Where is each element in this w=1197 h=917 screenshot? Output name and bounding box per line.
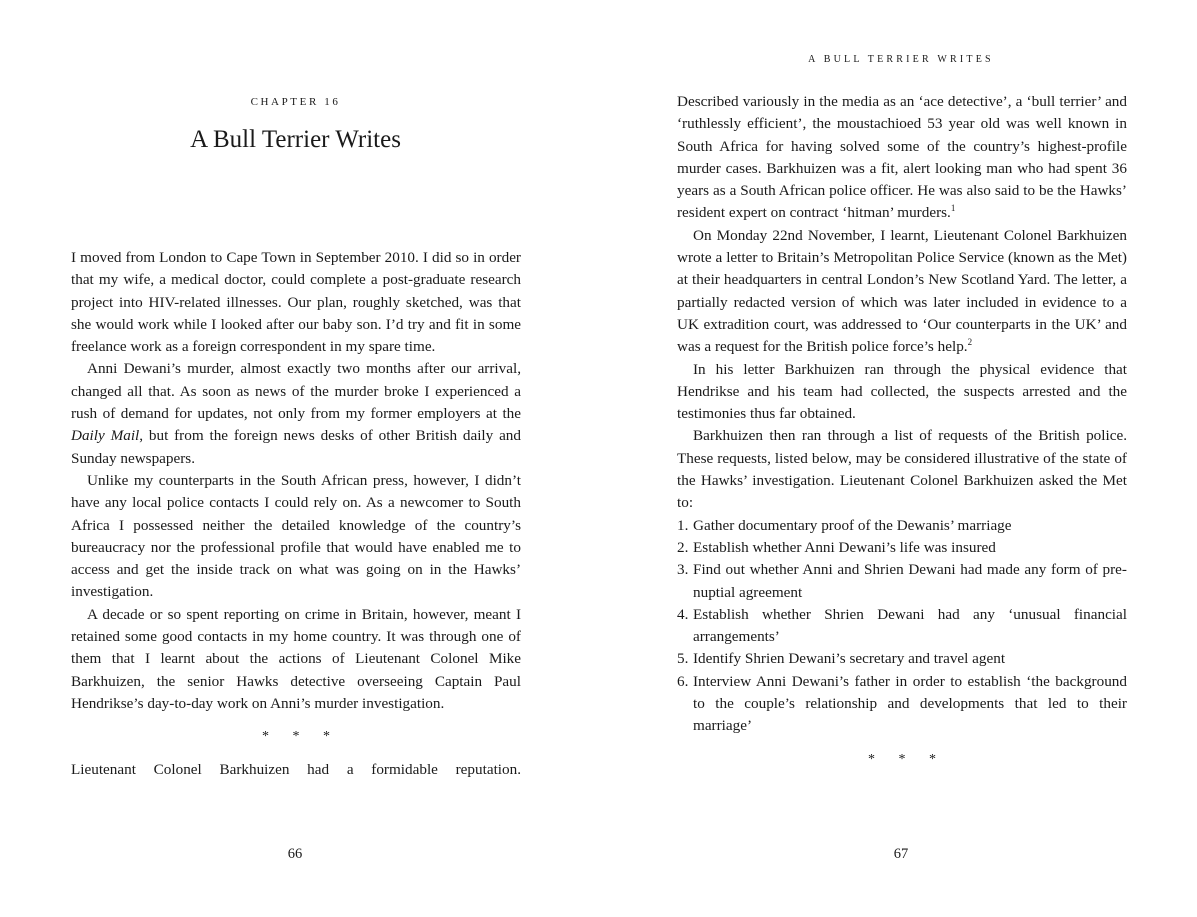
paragraph: Barkhuizen then ran through a list of requests of the British police. These requests, listed below, may be considered illustrative of the state of the Hawks’ investigation. Lieutenant Colonel Barkhuizen asked the Met to: <box>677 427 1127 512</box>
list-item <box>677 671 1127 738</box>
paragraph-text: On Monday 22nd November, I learnt, Lieutenant Colonel Barkhuizen wrote a letter to Britain’s Metropolitan Police Service (known as the Met) at their headquarters in central London’s New Scotland Yard. The letter, a partially redacted version of which was later included in evidence to a UK extradition court, was addressed to ‘Our counterparts in the UK’ and was a request for the British police force’s help. <box>677 226 1127 356</box>
list-item <box>677 604 1127 649</box>
chapter-title: A Bull Terrier Writes <box>190 126 401 153</box>
footnote-marker: 1 <box>950 203 956 214</box>
list-item-text: Gather documentary proof of the Dewanis’ marriage <box>693 516 1012 534</box>
running-head: A BULL TERRIER WRITES <box>808 54 994 65</box>
list-item-text: Establish whether Shrien Dewani had any ‘unusual financial arrangements’ <box>693 605 1127 646</box>
paragraph: Unlike my counterparts in the South African press, however, I didn’t have any local police contacts I could rely on. As a newcomer to South Africa I possessed neither the detailed knowledge of the country’s bureaucracy nor the professional profile that would have enabled me to access and get the inside track on what was going on in the Hawks’ investigation. <box>71 471 521 601</box>
list-number: 5. <box>677 650 689 668</box>
footnote-marker: 2 <box>967 337 973 348</box>
list-item <box>677 559 1127 604</box>
list-item-text: Interview Anni Dewani’s father in order to establish ‘the background to the couple’s relationship and developments that led to their marriage’ <box>693 672 1127 735</box>
paragraph <box>71 358 521 469</box>
right-body-text <box>677 91 1127 782</box>
section-break: * * * <box>868 751 946 767</box>
list-number: 4. <box>677 605 689 623</box>
left-body-text <box>71 247 521 782</box>
left-page <box>0 0 598 917</box>
list-number: 2. <box>677 538 689 556</box>
list-number: 3. <box>677 561 689 579</box>
paragraph-text: , but from the foreign news desks of other British daily and Sunday newspapers. <box>71 427 521 467</box>
paragraph: I moved from London to Cape Town in September 2010. I did so in order that my wife, a medical doctor, could complete a post-graduate research project into HIV-related illnesses. Our plan, roughly sketched, was that she would work while I looked after our baby son. I’d try and fit in some freelance work as a foreign correspondent in my spare time. <box>71 249 521 356</box>
paragraph: A decade or so spent reporting on crime in Britain, however, meant I retained some good contacts in my home country. It was through one of them that I learnt about the actions of Lieutenant Colonel Mike Barkhuizen, the senior Hawks detective overseeing Captain Paul Hendrikse’s day-to-day work on Anni’s murder investigation. <box>71 605 521 712</box>
publication-title: Daily Mail <box>71 427 140 445</box>
list-number: 6. <box>677 672 689 690</box>
section-break: * * * <box>262 729 340 745</box>
list-item <box>677 648 1127 670</box>
paragraph: In his letter Barkhuizen ran through the physical evidence that Hendrikse and his team had collected, the suspects arrested and the testimonies thus far obtained. <box>677 360 1127 423</box>
list-number: 1. <box>677 516 689 534</box>
page-number: 66 <box>287 846 303 862</box>
page-number: 67 <box>893 846 909 862</box>
chapter-label: CHAPTER 16 <box>250 96 341 108</box>
right-page <box>599 0 1197 917</box>
paragraph <box>677 225 1127 359</box>
paragraph <box>677 91 1127 225</box>
requests-list <box>677 515 1127 738</box>
list-item <box>677 515 1127 537</box>
paragraph-text: Described variously in the media as an ‘ace detective’, a ‘bull terrier’ and ‘ruthlessly efficient’, the moustachioed 53 year old was well known in South Africa for having solved some of the country’s highest-profile murder cases. Barkhuizen was a fit, alert looking man who had spent 36 years as a South African police officer. He was also said to be the Hawks’ resident expert on contract ‘hitman’ murders. <box>677 93 1127 222</box>
list-item-text: Identify Shrien Dewani’s secretary and travel agent <box>693 650 1006 668</box>
paragraph-text: Anni Dewani’s murder, almost exactly two months after our arrival, changed all that. As soon as news of the murder broke I experienced a rush of demand for updates, not only from my former employers at the <box>71 360 521 423</box>
list-item-text: Find out whether Anni and Shrien Dewani had made any form of pre-nuptial agreement <box>693 561 1127 601</box>
list-item-text: Establish whether Anni Dewani’s life was insured <box>693 538 996 556</box>
list-item <box>677 537 1127 559</box>
paragraph: Lieutenant Colonel Barkhuizen had a formidable reputation. <box>71 761 521 779</box>
